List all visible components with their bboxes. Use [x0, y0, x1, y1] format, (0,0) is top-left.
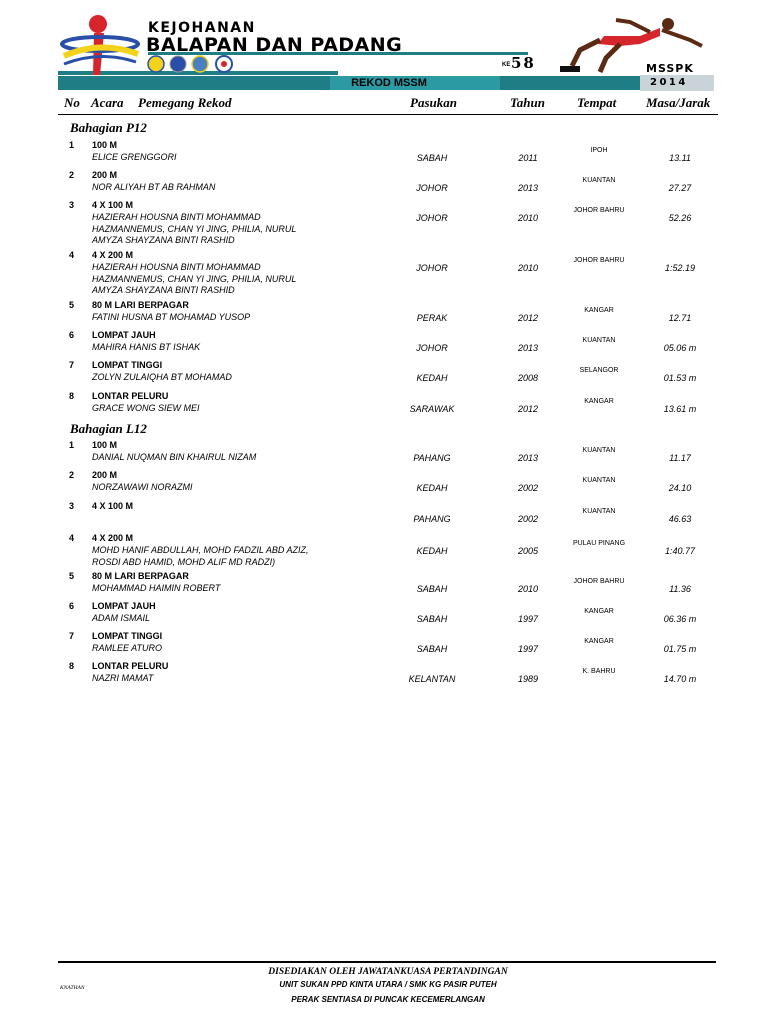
header-divider [58, 114, 718, 115]
venue-name: SELANGOR [579, 367, 619, 374]
venue-name: PULAU PINANG [572, 540, 626, 547]
record-year: 2010 [517, 263, 539, 273]
row-number: 8 [69, 391, 75, 401]
record-year: 2012 [517, 313, 539, 323]
record-year: 2010 [517, 213, 539, 223]
section-heading: Bahagian P12 [70, 120, 147, 135]
col-venue: Tempat [577, 95, 617, 110]
row-number: 4 [69, 250, 75, 260]
venue-name: JOHOR BAHRU [573, 207, 625, 214]
banner-subtitle: REKOD MSSM [351, 77, 427, 89]
record-mark: 11.36 [669, 584, 691, 594]
event-name: LOMPAT TINGGI [92, 360, 163, 370]
venue-name: KANGAR [584, 608, 614, 615]
team-name: JOHOR [416, 343, 448, 353]
record-mark: 01.53 m [663, 373, 697, 383]
row-number: 3 [69, 200, 75, 210]
event-name: 200 M [92, 170, 118, 180]
record-year: 1997 [517, 644, 539, 654]
footer-line2: UNIT SUKAN PPD KINTA UTARA / SMK KG PASIR PUTEH [279, 980, 497, 989]
row-number: 6 [69, 601, 75, 611]
venue-name: K. BAHRU [582, 668, 616, 675]
venue-name: KUANTAN [582, 447, 616, 454]
event-name: LONTAR PELURU [92, 391, 169, 401]
row-number: 8 [69, 661, 75, 671]
event-name: 80 M LARI BERPAGAR [92, 300, 189, 310]
record-mark: 14.70 m [663, 674, 697, 684]
record-holder: HAZIERAH HOUSNA BINTI MOHAMMAD [92, 212, 261, 222]
record-year: 2011 [518, 153, 538, 163]
event-name: LOMPAT JAUH [92, 601, 156, 611]
record-holder: MOHAMMAD HAIMIN ROBERT [92, 583, 221, 593]
team-name: KEDAH [416, 546, 448, 556]
team-name: PAHANG [413, 514, 451, 524]
event-name: LOMPAT JAUH [92, 330, 156, 340]
venue-name: KANGAR [584, 398, 614, 405]
col-year: Tahun [510, 95, 545, 110]
record-mark: 01.75 m [663, 644, 697, 654]
record-year: 2013 [517, 183, 539, 193]
record-holder: FATINI HUSNA BT MOHAMAD YUSOP [92, 312, 251, 322]
record-holder: NORZAWAWI NORAZMI [92, 482, 193, 492]
col-event: Acara [91, 95, 124, 110]
row-number: 5 [69, 300, 75, 310]
record-year: 2012 [517, 404, 539, 414]
row-number: 6 [69, 330, 75, 340]
record-holder: ELICE GRENGGORI [92, 152, 177, 162]
record-year: 1997 [517, 614, 539, 624]
event-name: 100 M [92, 440, 118, 450]
record-holder: ZOLYN ZULAIQHA BT MOHAMAD [92, 372, 232, 382]
footer-line1: DISEDIAKAN OLEH JAWATANKUASA PERTANDINGAN [268, 967, 508, 977]
row-number: 7 [69, 360, 75, 370]
record-mark: 12.71 [668, 313, 692, 323]
row-number: 4 [69, 533, 75, 543]
footer-line3: PERAK SENTIASA DI PUNCAK KECEMERLANGAN [291, 995, 485, 1004]
col-no: No [64, 95, 80, 110]
venue-name: IPOH [590, 147, 608, 154]
row-number: 2 [69, 470, 75, 480]
record-holder: MAHIRA HANIS BT ISHAK [92, 342, 201, 352]
row-number: 5 [69, 571, 75, 581]
banner-org: MSSPK [646, 62, 694, 75]
venue-name: KANGAR [584, 307, 614, 314]
event-name: LONTAR PELURU [92, 661, 169, 671]
record-year: 2008 [517, 373, 539, 383]
record-year: 1989 [517, 674, 539, 684]
record-holder: MOHD HANIF ABDULLAH, MOHD FADZIL ABD AZIZ, [92, 545, 309, 555]
record-holder: HAZMANNEMUS, CHAN YI JING, PHILIA, NURUL [92, 223, 297, 234]
venue-name: JOHOR BAHRU [573, 257, 625, 264]
record-mark: 52.26 [668, 213, 692, 223]
footer-author: KNATHAN [60, 985, 85, 991]
record-mark: 05.06 m [663, 343, 697, 353]
record-mark: 1:40.77 [664, 546, 696, 556]
row-number: 1 [69, 140, 75, 150]
record-holder: AMYZA SHAYZANA BINTI RASHID [92, 285, 235, 295]
col-team: Pasukan [410, 95, 457, 110]
team-name: SARAWAK [409, 404, 455, 414]
row-number: 2 [69, 170, 75, 180]
edition-number: 58 [511, 54, 536, 72]
venue-name: KUANTAN [582, 477, 616, 484]
crest-icons [148, 56, 232, 72]
venue-name: KUANTAN [582, 337, 616, 344]
record-mark: 27.27 [668, 183, 692, 193]
record-mark: 11.17 [669, 453, 691, 463]
record-mark: 13.11 [669, 153, 691, 163]
event-name: LOMPAT TINGGI [92, 631, 163, 641]
record-holder: HAZIERAH HOUSNA BINTI MOHAMMAD [92, 262, 261, 272]
team-name: KEDAH [416, 373, 448, 383]
record-holder: HAZMANNEMUS, CHAN YI JING, PHILIA, NURUL [92, 273, 297, 284]
banner-title-line2: BALAPAN DAN PADANG [146, 34, 403, 56]
venue-name: KANGAR [584, 638, 614, 645]
record-year: 2010 [517, 584, 539, 594]
event-name: 4 X 100 M [92, 200, 134, 210]
team-name: JOHOR [416, 263, 448, 273]
section-heading: Bahagian L12 [70, 421, 147, 436]
record-holder: RAMLEE ATURO [92, 643, 163, 653]
event-name: 4 X 200 M [92, 250, 134, 260]
event-name: 4 X 200 M [92, 533, 134, 543]
team-name: PAHANG [413, 453, 451, 463]
record-mark: 24.10 [668, 483, 692, 493]
games-logo-icon [62, 15, 138, 75]
record-holder: NAZRI MAMAT [92, 673, 154, 683]
venue-name: KUANTAN [582, 508, 616, 515]
record-year: 2002 [517, 514, 539, 524]
team-name: JOHOR [416, 183, 448, 193]
venue-name: KUANTAN [582, 177, 616, 184]
record-holder: DANIAL NUQMAN BIN KHAIRUL NIZAM [92, 452, 257, 462]
team-name: SABAH [416, 584, 448, 594]
col-holder: Pemegang Rekod [138, 95, 232, 110]
record-year: 2005 [517, 546, 539, 556]
team-name: KEDAH [416, 483, 448, 493]
record-holder: ADAM ISMAIL [92, 613, 151, 623]
event-name: 80 M LARI BERPAGAR [92, 571, 189, 581]
record-holder: NOR ALIYAH BT AB RAHMAN [92, 182, 216, 192]
record-mark: 13.61 m [663, 404, 697, 414]
record-year: 2013 [517, 453, 539, 463]
team-name: JOHOR [416, 213, 448, 223]
record-mark: 46.63 [668, 514, 692, 524]
record-mark: 1:52.19 [664, 263, 696, 273]
event-name: 100 M [92, 140, 118, 150]
team-name: SABAH [416, 153, 448, 163]
row-number: 3 [69, 501, 75, 511]
row-number: 7 [69, 631, 75, 641]
team-name: SABAH [416, 644, 448, 654]
col-mark: Masa/Jarak [646, 95, 711, 110]
record-holder: GRACE WONG SIEW MEI [92, 403, 200, 413]
edition-prefix: KE [502, 62, 511, 68]
record-holder: ROSDI ABD HAMID, MOHD ALIF MD RADZI) [92, 556, 276, 567]
team-name: PERAK [416, 313, 448, 323]
record-mark: 06.36 m [663, 614, 697, 624]
venue-name: JOHOR BAHRU [573, 578, 625, 585]
banner-year: 2014 [650, 77, 688, 88]
record-holder: AMYZA SHAYZANA BINTI RASHID [92, 235, 235, 245]
record-year: 2002 [517, 483, 539, 493]
record-year: 2013 [517, 343, 539, 353]
banner-title-line1: KEJOHANAN [148, 20, 256, 36]
event-name: 4 X 100 M [92, 501, 134, 511]
row-number: 1 [69, 440, 75, 450]
team-name: KELANTAN [408, 674, 456, 684]
event-name: 200 M [92, 470, 118, 480]
footer-divider [58, 961, 716, 963]
team-name: SABAH [416, 614, 448, 624]
